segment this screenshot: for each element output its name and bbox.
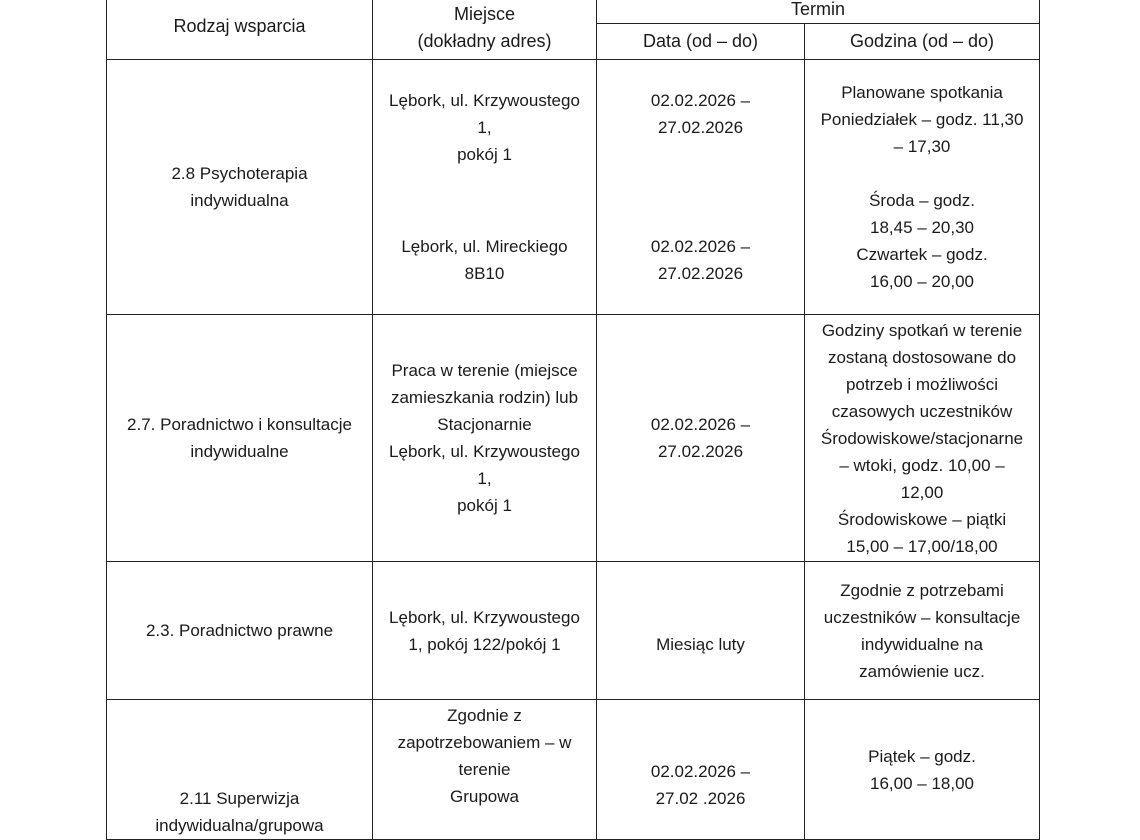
header-miejsce: Miejsce (dokładny adres): [373, 0, 597, 60]
schedule-table: [106, 0, 1040, 840]
table-row: [107, 562, 1040, 700]
row-4-miejsce: Zgodnie z zapotrzebowaniem – w terenie Grupowa: [373, 700, 597, 840]
row-1-miejsce-1: Lębork, ul. Krzywoustego 1, pokój 1: [389, 91, 580, 164]
header-data: Data (od – do): [597, 24, 805, 60]
table-row: [107, 700, 1040, 840]
table-row: [107, 315, 1040, 562]
row-4-rodzaj: 2.11 Superwizja indywidualna/grupowa: [107, 700, 373, 840]
row-4-data: 02.02.2026 – 27.02 .2026: [597, 700, 805, 840]
row-2-rodzaj: 2.7. Poradnictwo i konsultacje indywidualne: [107, 315, 373, 562]
row-4-godzina: Piątek – godz. 16,00 – 18,00: [805, 700, 1040, 840]
row-1-data-2: 02.02.2026 – 27.02.2026: [650, 237, 751, 283]
row-1-godzina: Planowane spotkania Poniedziałek – godz. 11,30 – 17,30 Środa – godz. 18,45 – 20,30 Czwartek – godz. 16,00 – 20,00: [805, 60, 1040, 315]
header-rodzaj-wsparcia: Rodzaj wsparcia: [107, 0, 373, 60]
row-3-godzina: Zgodnie z potrzebami uczestników – konsultacje indywidualne na zamówienie ucz.: [805, 562, 1040, 700]
row-2-data: 02.02.2026 – 27.02.2026: [597, 315, 805, 562]
row-2-godzina: Godziny spotkań w terenie zostaną dostosowane do potrzeb i możliwości czasowych uczestników Środowiskowe/stacjonarne – wtoki, godz. 10,00 – 12,00 Środowiskowe – piątki 15,00 – 17,00/18,00: [805, 315, 1040, 562]
row-3-data: Miesiąc luty: [597, 562, 805, 700]
row-1-rodzaj: 2.8 Psychoterapia indywidualna: [107, 60, 373, 315]
table-row: [107, 60, 1040, 315]
row-3-miejsce: Lębork, ul. Krzywoustego 1, pokój 122/pokój 1: [373, 562, 597, 700]
header-row-top: [107, 0, 1040, 24]
header-godzina: Godzina (od – do): [805, 24, 1040, 60]
row-1-data-1: 02.02.2026 – 27.02.2026: [650, 91, 751, 137]
row-1-data: [597, 60, 805, 315]
row-1-miejsce: [373, 60, 597, 315]
header-termin: Termin: [597, 0, 1040, 24]
row-3-rodzaj: 2.3. Poradnictwo prawne: [107, 562, 373, 700]
row-1-miejsce-2: Lębork, ul. Mireckiego 8B10: [401, 237, 568, 283]
row-2-miejsce: Praca w terenie (miejsce zamieszkania rodzin) lub Stacjonarnie Lębork, ul. Krzywoustego 1, pokój 1: [373, 315, 597, 562]
